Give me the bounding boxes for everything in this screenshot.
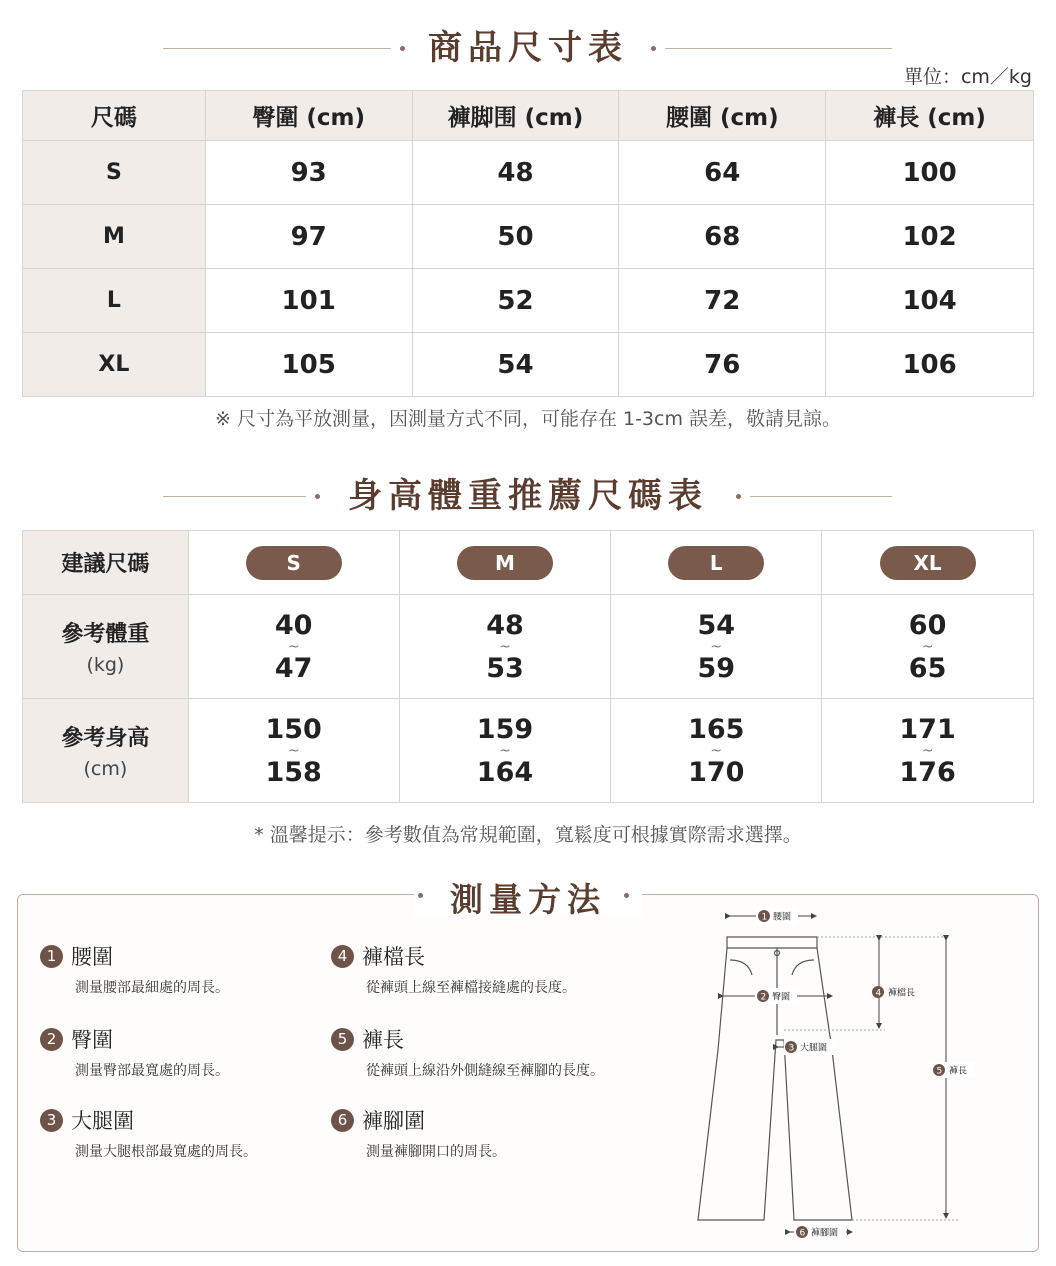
measure-item (331, 1024, 604, 1080)
badge-number: 3 (788, 1043, 795, 1054)
size-pill: XL (880, 546, 976, 580)
weight-min: 40 (274, 609, 313, 641)
cell-hem: 54 (412, 333, 619, 397)
diagram-label-waist: 腰圍 (773, 912, 792, 923)
recommend-note: * 溫馨提示：參考數值為常規範圍，寬鬆度可根據實際需求選擇。 (254, 824, 802, 846)
badge-number: 4 (875, 988, 882, 999)
measure-item-title: 腰圍 (71, 945, 113, 969)
range-tilde: ~ (499, 638, 511, 655)
cell-length: 104 (826, 269, 1034, 333)
height-row (23, 699, 1034, 803)
weight-range (822, 595, 1034, 699)
height-range (399, 699, 611, 803)
weight-min: 60 (908, 609, 947, 641)
cell-size: M (23, 205, 206, 269)
range-tilde: ~ (921, 638, 934, 655)
height-min: 150 (265, 713, 322, 745)
cell-hip: 105 (205, 333, 412, 397)
height-range (611, 699, 822, 803)
size-cell (611, 531, 822, 595)
hip-label-group (755, 988, 797, 1004)
size-pill: S (246, 546, 342, 580)
diagram-label-length: 褲長 (949, 1066, 968, 1077)
title-dot (315, 494, 320, 499)
weight-min: 48 (486, 609, 524, 641)
measure-item (331, 941, 576, 997)
size-cell (822, 531, 1034, 595)
title-divider (163, 48, 391, 49)
pants-pocket (730, 960, 752, 975)
weight-max: 65 (908, 652, 947, 684)
size-table-row (23, 141, 1034, 205)
size-table (22, 90, 1034, 397)
weight-label-cell (23, 595, 189, 699)
pants-pocket (792, 960, 814, 975)
range-tilde: ~ (921, 742, 934, 759)
title-divider (665, 48, 892, 49)
measure-item (40, 1024, 229, 1080)
thigh-label-group (784, 1039, 836, 1055)
header-length: 褲長 (cm) (826, 91, 1034, 141)
title-dot (736, 494, 741, 499)
number-badge: 2 (40, 1028, 63, 1051)
title-dot (651, 46, 656, 51)
measure-item (331, 1105, 506, 1161)
measure-item-title: 褲檔長 (362, 945, 425, 969)
size-table-row (23, 269, 1034, 333)
cell-waist: 72 (619, 269, 826, 333)
height-max: 170 (688, 756, 745, 788)
weight-max: 59 (697, 652, 736, 684)
weight-max: 47 (274, 652, 313, 684)
cell-length: 100 (826, 141, 1034, 205)
length-label-group (931, 1062, 975, 1078)
measure-item-desc: 測量褲腳開口的周長。 (366, 1144, 506, 1160)
measure-item-desc: 測量臀部最寬處的周長。 (75, 1063, 229, 1079)
cell-size: S (23, 141, 206, 205)
number-badge: 4 (331, 945, 354, 968)
size-cell (188, 531, 399, 595)
range-tilde: ~ (710, 742, 723, 759)
cell-waist: 68 (619, 205, 826, 269)
weight-min: 54 (697, 609, 736, 641)
cell-hem: 50 (412, 205, 619, 269)
height-min: 171 (899, 713, 956, 745)
cell-hip: 101 (205, 269, 412, 333)
title-divider (750, 496, 892, 497)
height-max: 164 (476, 756, 534, 788)
measure-item-desc: 測量腰部最細處的周長。 (75, 980, 229, 996)
rise-label-group (872, 986, 915, 999)
diagram-label-thigh: 大腿圍 (800, 1043, 828, 1054)
cell-size: L (23, 269, 206, 333)
weight-range (611, 595, 822, 699)
height-min: 159 (476, 713, 534, 745)
measure-item-title: 褲腳圍 (362, 1109, 425, 1133)
size-chart-title: 商品尺寸表 (428, 28, 628, 68)
weight-label: 參考體重 (61, 622, 150, 647)
weight-max: 53 (486, 652, 524, 684)
measure-item-desc: 測量大腿根部最寬處的周長。 (75, 1144, 257, 1160)
cell-size: XL (23, 333, 206, 397)
height-range (188, 699, 399, 803)
hem-label-group (794, 1224, 846, 1240)
height-label-cell (23, 699, 189, 803)
height-label: 參考身高 (61, 726, 150, 751)
weight-unit: (kg) (86, 654, 125, 676)
recommend-table (22, 530, 1034, 803)
height-range (822, 699, 1034, 803)
diagram-label-hip: 臀圍 (772, 992, 791, 1003)
waist-label-group (756, 908, 798, 924)
recommend-title: 身高體重推薦尺碼表 (348, 476, 708, 516)
measure-item-desc: 從褲頭上線沿外側縫線至褲腳的長度。 (366, 1063, 604, 1079)
pants-outline (727, 937, 817, 948)
size-label: 建議尺碼 (23, 531, 189, 595)
range-tilde: ~ (499, 742, 511, 759)
header-hip: 臀圍 (cm) (205, 91, 412, 141)
size-chart-note: ※ 尺寸為平放測量，因測量方式不同，可能存在 1-3cm 誤差，敬請見諒。 (214, 408, 842, 430)
size-pill: L (668, 546, 764, 580)
number-badge: 1 (40, 945, 63, 968)
measure-item (40, 1105, 257, 1161)
size-table-row (23, 333, 1034, 397)
title-dot (400, 46, 405, 51)
header-hem: 褲脚围 (cm) (412, 91, 619, 141)
range-tilde: ~ (287, 638, 300, 655)
size-table-row (23, 205, 1034, 269)
badge-number: 5 (936, 1066, 943, 1077)
cell-hem: 52 (412, 269, 619, 333)
diagram-label-rise: 褲檔長 (888, 988, 916, 999)
height-max: 176 (899, 756, 956, 788)
weight-range (399, 595, 611, 699)
measure-item (40, 941, 229, 997)
measure-item-title: 褲長 (362, 1028, 404, 1052)
recommend-title-block (0, 474, 1056, 518)
cell-length: 102 (826, 205, 1034, 269)
badge-number: 2 (760, 992, 767, 1003)
measure-item-desc: 從褲頭上線至褲檔接縫處的長度。 (366, 980, 576, 996)
cell-hip: 93 (205, 141, 412, 205)
cell-waist: 76 (619, 333, 826, 397)
height-max: 158 (265, 756, 322, 788)
cell-length: 106 (826, 333, 1034, 397)
weight-row (23, 595, 1034, 699)
measure-item-title: 大腿圍 (71, 1109, 134, 1133)
title-divider (163, 496, 306, 497)
range-tilde: ~ (710, 638, 723, 655)
measure-title: 測量方法 (450, 880, 606, 919)
diagram-label-hem: 褲腳圍 (811, 1228, 839, 1239)
badge-number: 1 (761, 912, 768, 923)
header-waist: 腰圍 (cm) (619, 91, 826, 141)
range-tilde: ~ (287, 742, 300, 759)
size-chart-title-block (0, 26, 1056, 70)
size-pill: M (457, 546, 553, 580)
cell-waist: 64 (619, 141, 826, 205)
size-row (23, 531, 1034, 595)
cell-hip: 97 (205, 205, 412, 269)
height-min: 165 (688, 713, 745, 745)
header-size: 尺碼 (23, 91, 206, 141)
size-cell (399, 531, 611, 595)
number-badge: 3 (40, 1109, 63, 1132)
unit-label: 單位：cm／kg (903, 66, 1032, 88)
badge-number: 6 (799, 1228, 806, 1239)
pants-diagram (690, 900, 990, 1245)
size-table-header-row (23, 91, 1034, 141)
number-badge: 5 (331, 1028, 354, 1051)
weight-range (188, 595, 399, 699)
cell-hem: 48 (412, 141, 619, 205)
height-unit: (cm) (83, 758, 128, 780)
number-badge: 6 (331, 1109, 354, 1132)
measure-item-title: 臀圍 (71, 1028, 113, 1052)
